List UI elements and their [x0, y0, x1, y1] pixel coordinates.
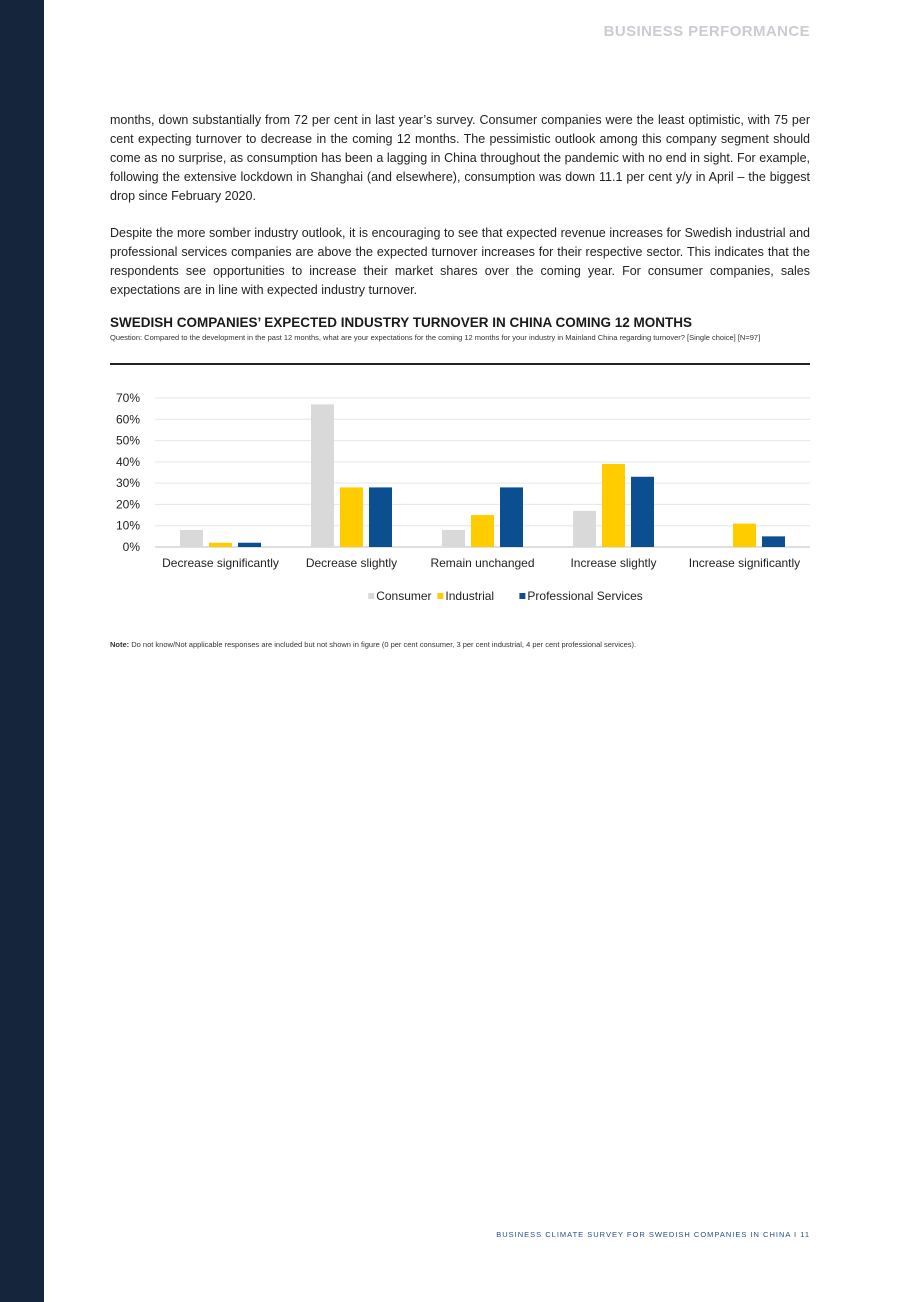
chart-note: [110, 640, 636, 649]
y-tick-label: 20%: [115, 497, 140, 512]
bar: [238, 543, 261, 547]
x-tick-label: Increase significantly: [688, 556, 801, 570]
page-footer: BUSINESS CLIMATE SURVEY FOR SWEDISH COMPANIES IN CHINA I 11: [496, 1230, 810, 1239]
note-text: Do not know/Not applicable responses are included but not shown in figure (0 per cent consumer, 3 per cent industrial, 4 per cent professional services).: [129, 640, 637, 649]
legend-swatch: [519, 593, 525, 599]
x-tick-label: Increase slightly: [570, 556, 657, 570]
body-paragraph-2: Despite the more somber industry outlook, it is encouraging to see that expected revenue increases for Swedish industrial and professional services companies are above the expected turnover increases for their respective sector. This indicates that the respondents see opportunities to increase their market shares over the coming year. For consumer companies, sales expectations are in line with expected industry turnover.: [110, 226, 810, 297]
bar: [340, 487, 363, 547]
legend-swatch: [368, 593, 374, 599]
y-tick-label: 70%: [115, 391, 140, 405]
y-tick-label: 60%: [115, 412, 140, 427]
y-tick-label: 30%: [115, 476, 140, 491]
bar: [762, 536, 785, 547]
bar: [209, 543, 232, 547]
body-paragraph-1: months, down substantially from 72 per cent in last year’s survey. Consumer companies were the least optimistic, with 75 per cent expecting turnover to decrease in the coming 12 months. The pessimistic outlook among this company segment should come as no surprise, as consumption has been a lagging in China throughout the pandemic with no end in sight. For example, following the extensive lockdown in Shanghai (and elsewhere), consumption was down 11.1 per cent y/y in April – the biggest drop since February 2020.: [110, 113, 810, 203]
legend-label: Professional Services: [527, 589, 643, 603]
bar: [311, 404, 334, 547]
x-tick-label: Remain unchanged: [430, 556, 535, 570]
bar: [602, 464, 625, 547]
legend-swatch: [437, 593, 443, 599]
bar: [631, 477, 654, 547]
bar: [442, 530, 465, 547]
bar: [369, 487, 392, 547]
note-label: Note:: [110, 640, 130, 649]
bar: [180, 530, 203, 547]
bar: [573, 511, 596, 547]
x-tick-label: Decrease slightly: [305, 556, 398, 570]
y-tick-label: 40%: [115, 454, 140, 469]
legend-label: Consumer: [376, 589, 432, 603]
bar: [471, 515, 494, 547]
bar-chart: [110, 385, 810, 615]
bar: [500, 487, 523, 547]
x-tick-label: Decrease significantly: [162, 556, 279, 570]
legend-label: Industrial: [445, 589, 495, 603]
chart-divider: [110, 363, 810, 365]
chart-title: SWEDISH COMPANIES’ EXPECTED INDUSTRY TURNOVER IN CHINA COMING 12 MONTHS: [110, 315, 693, 330]
section-header: BUSINESS PERFORMANCE: [603, 23, 810, 40]
y-tick-label: 0%: [122, 540, 140, 554]
bar: [733, 524, 756, 547]
y-tick-label: 10%: [115, 518, 140, 533]
chart-question: Question: Compared to the development in the past 12 months, what are your expectations for the coming 12 months for your industry in Mainland China regarding turnover? [Single choice] [N=97]: [110, 333, 761, 342]
sidebar-band: [0, 0, 44, 1302]
y-tick-label: 50%: [115, 433, 140, 448]
